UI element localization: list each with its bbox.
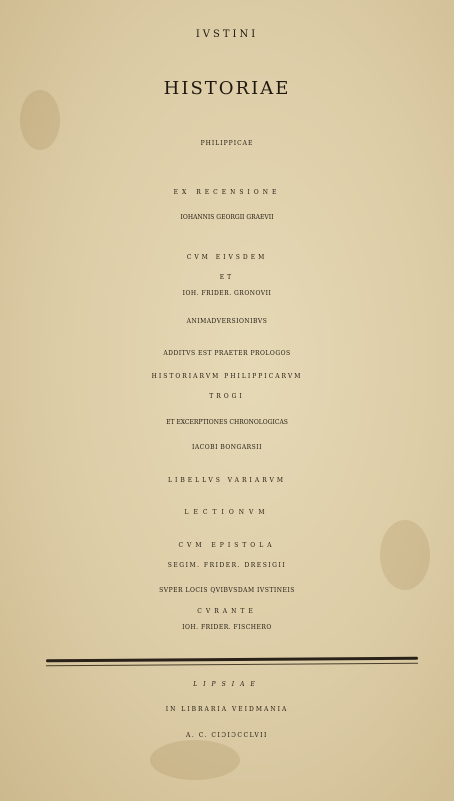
places-line: SVPER LOCIS QVIBVSDAM IVSTINEIS	[159, 587, 295, 594]
paper-stain	[380, 520, 430, 590]
fischer-line: IOH. FRIDER. FISCHERO	[182, 624, 272, 631]
recension-intro: EX RECENSIONE	[173, 189, 281, 196]
paper-stain	[150, 740, 240, 780]
dresig-line: SEGIM. FRIDER. DRESIGII	[167, 562, 287, 569]
imprint-publisher: IN LIBRARIA VEIDMANIA	[165, 706, 289, 713]
curante-line: CVRANTE	[197, 608, 257, 615]
imprint-place: LIPSIAE	[193, 681, 261, 688]
conjunction-et: ET	[219, 274, 235, 281]
with-same: CVM EIVSDEM	[186, 254, 268, 261]
double-rule-thick	[46, 657, 418, 663]
readings-line: LECTIONVM	[184, 509, 270, 516]
editor-graevius: IOHANNIS GEORGII GRAEVII	[180, 214, 274, 221]
bongars-line: IACOBI BONGARSII	[191, 444, 263, 451]
excerpts-line: ET EXCERPTIONES CHRONOLOGICAS	[166, 419, 288, 426]
with-letter: CVM EPISTOLA	[178, 542, 276, 549]
histories-line: HISTORIARVM PHILIPPICARVM	[151, 373, 303, 380]
editor-gronovius: IOH. FRIDER. GRONOVII	[182, 290, 272, 297]
author-name: IVSTINI	[195, 29, 259, 40]
work-title-line1: HISTORIAE	[163, 78, 291, 99]
added-line: ADDITVS EST PRAETER PROLOGOS	[163, 350, 291, 357]
notes-word: ANIMADVERSIONIBVS	[186, 318, 268, 325]
libellus-line: LIBELLVS VARIARVM	[167, 477, 286, 484]
imprint-year: A. C. CIƆIƆCCLVII	[186, 732, 268, 739]
work-title-line2: PHILIPPICAE	[200, 140, 254, 147]
trogus-line: TROGI	[209, 393, 245, 400]
double-rule-thin	[46, 663, 418, 667]
